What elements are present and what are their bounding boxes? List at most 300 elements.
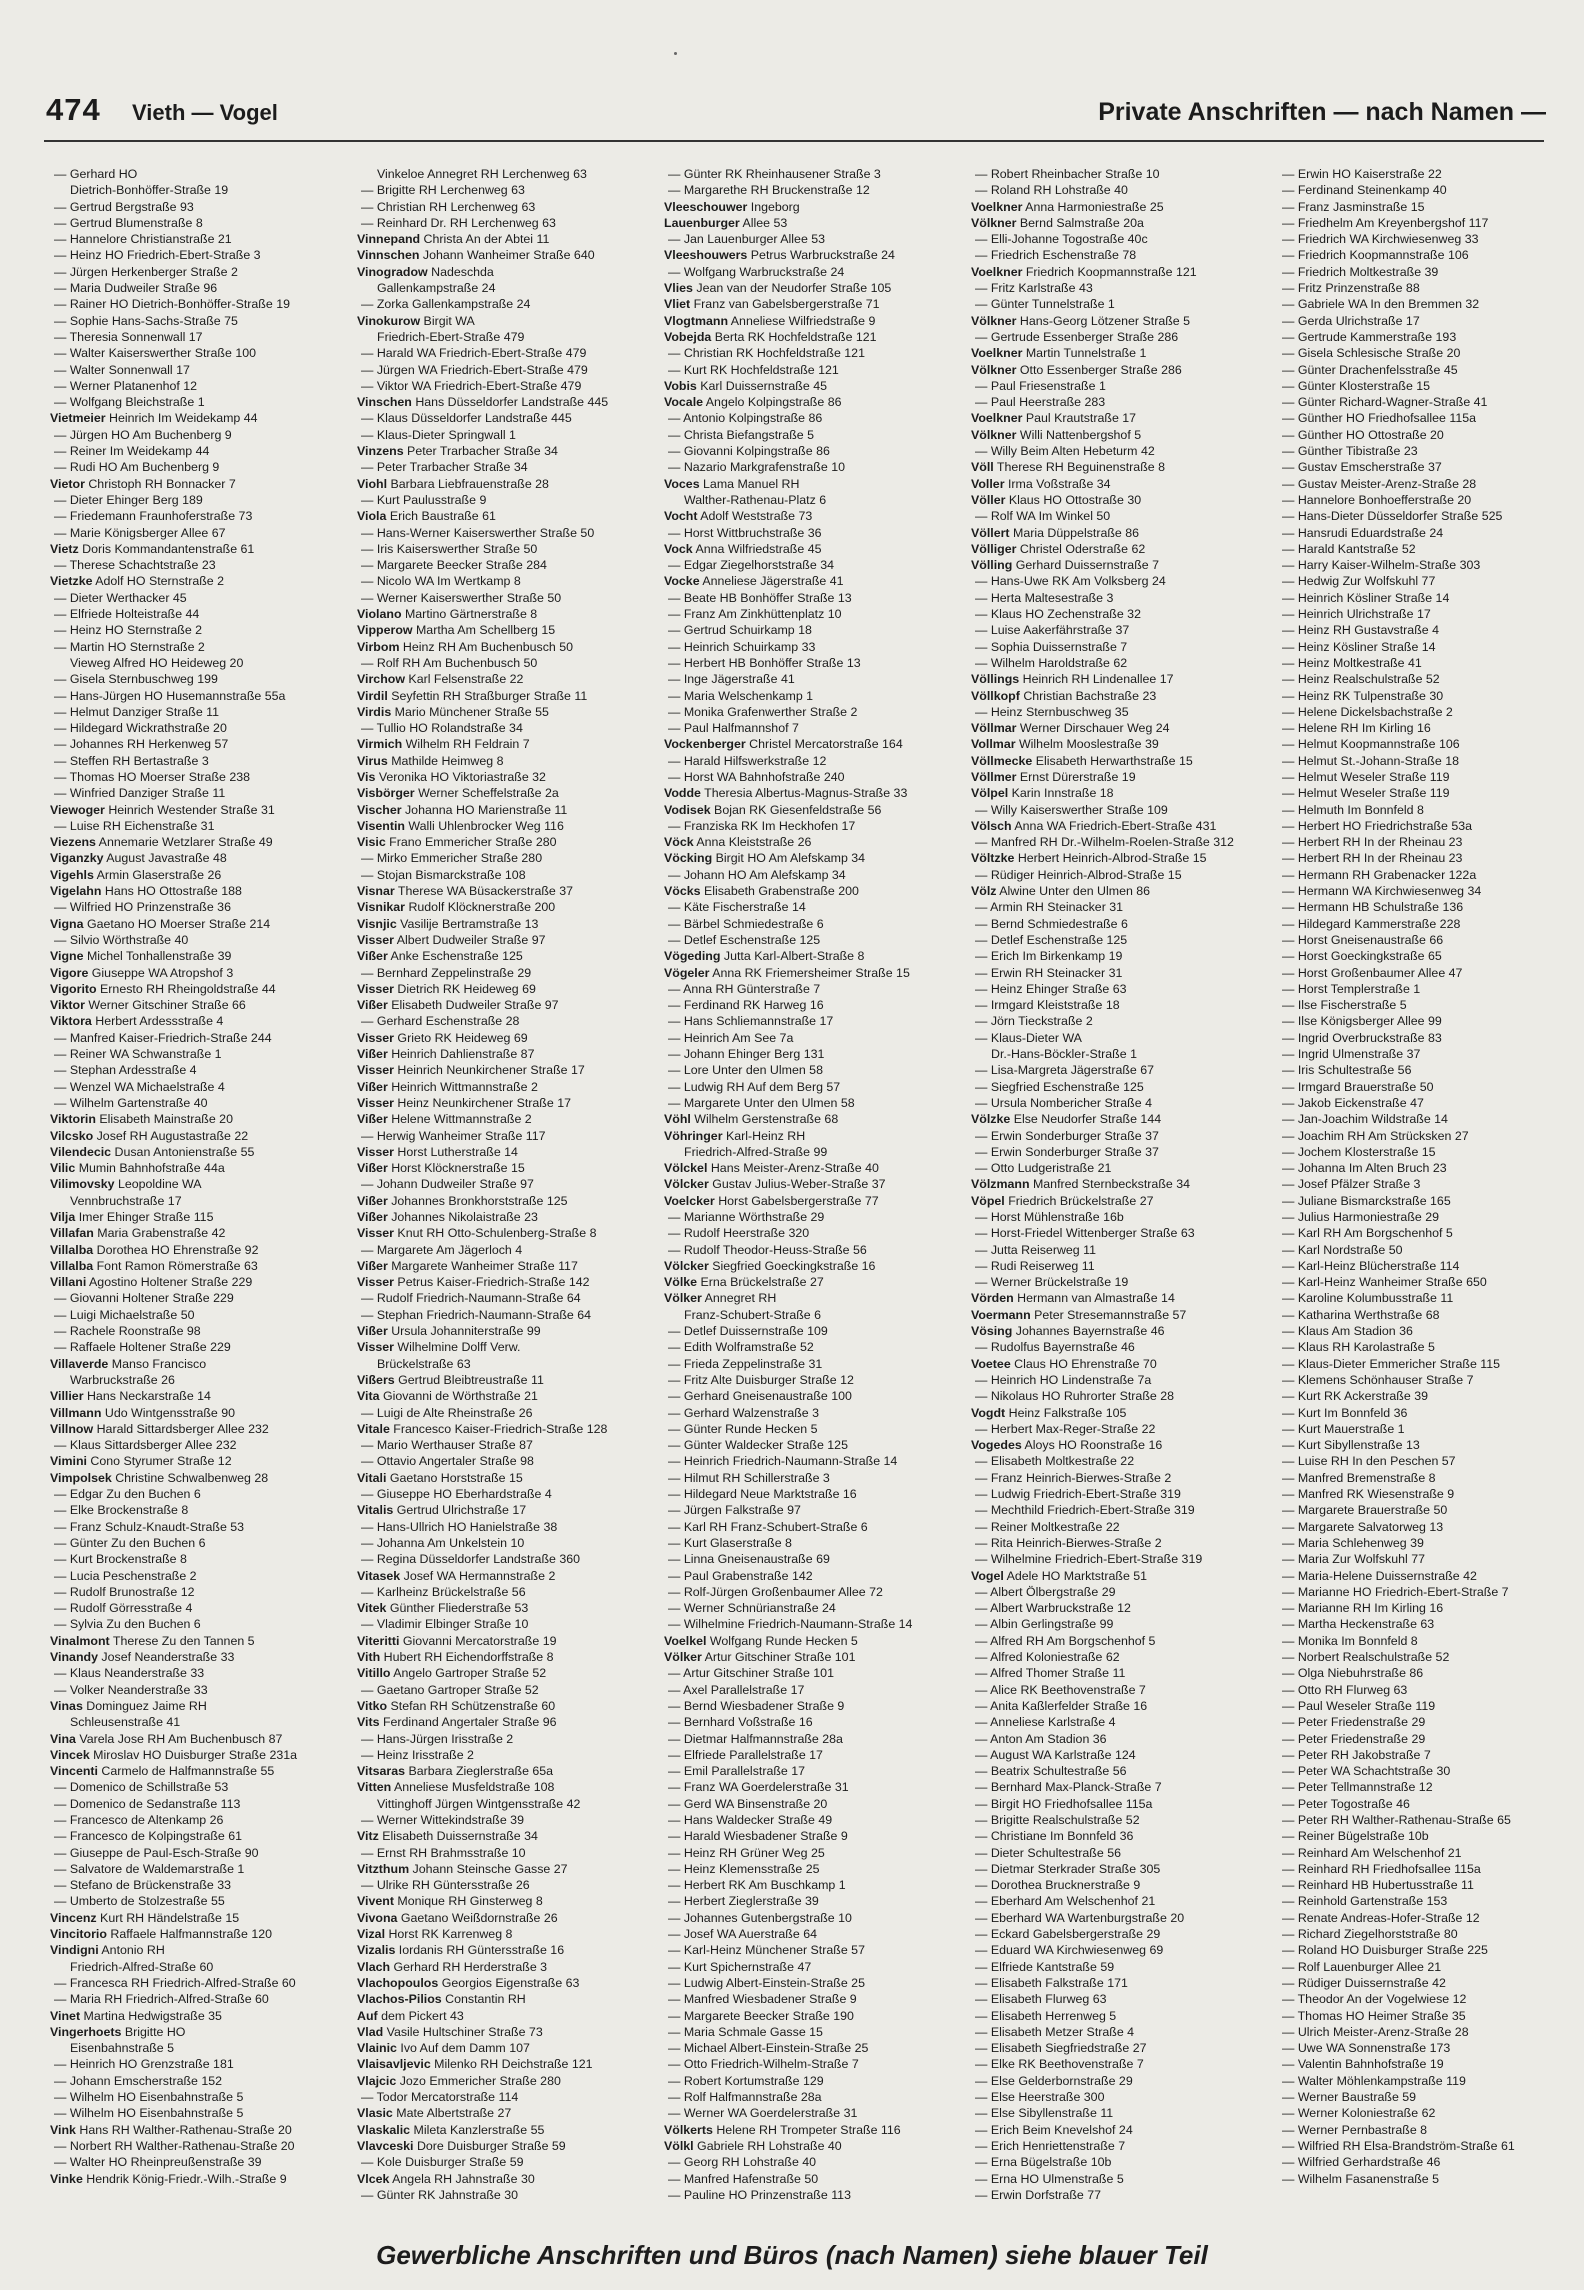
directory-entry: Vliet Franz van Gabelsbergerstraße 71 bbox=[664, 297, 880, 312]
directory-entry: — Hannelore Bonhoefferstraße 20 bbox=[1282, 492, 1472, 507]
directory-entry: Virdis Mario Münchener Straße 55 bbox=[357, 704, 549, 719]
directory-entry: — Reinhard Dr. RH Lerchenweg 63 bbox=[361, 215, 556, 230]
directory-entry: Völkl Gabriele RH Lohstraße 40 bbox=[664, 2138, 842, 2153]
directory-entry: — Gerhard Gneisenaustraße 100 bbox=[668, 1389, 852, 1404]
directory-entry: — Heinz RH Gustavstraße 4 bbox=[1282, 623, 1439, 638]
directory-entry: — Hermann HB Schulstraße 136 bbox=[1282, 900, 1464, 915]
directory-entry: — Franz Schulz-Knaudt-Straße 53 bbox=[54, 1519, 245, 1534]
directory-entry: Virus Mathilde Heimweg 8 bbox=[357, 753, 504, 768]
directory-entry: — Rolf Lauenburger Allee 21 bbox=[1282, 1959, 1442, 1974]
directory-entry: — Emil Parallelstraße 17 bbox=[668, 1764, 806, 1779]
directory-entry: — Francesca RH Friedrich-Alfred-Straße 60 bbox=[54, 1975, 296, 1990]
directory-entry: — Manfred RK Wiesenstraße 9 bbox=[1282, 1487, 1455, 1502]
directory-entry: — Mirko Emmericher Straße 280 bbox=[361, 851, 543, 866]
directory-entry: — Klaus-Dieter Springwall 1 bbox=[361, 427, 516, 442]
directory-entry: Voelkner Martin Tunnelstraße 1 bbox=[971, 346, 1147, 361]
directory-entry: Vogedes Aloys HO Roonstraße 16 bbox=[971, 1438, 1163, 1453]
directory-entry: — Luigi de Alte Rheinstraße 26 bbox=[361, 1405, 533, 1420]
directory-entry: — Todor Mercatorstraße 114 bbox=[361, 2090, 519, 2105]
directory-entry: Vöhl Wilhelm Gerstenstraße 68 bbox=[664, 1112, 839, 1127]
directory-entry: Warbruckstraße 26 bbox=[70, 1372, 175, 1387]
directory-entry: — Margarete Beecker Straße 284 bbox=[361, 558, 547, 573]
directory-entry: — Herbert RH In der Rheinau 23 bbox=[1282, 851, 1463, 866]
directory-entry: — Siegfried Eschenstraße 125 bbox=[975, 1079, 1144, 1094]
directory-entry: — Gertrude Kammerstraße 193 bbox=[1282, 329, 1457, 344]
directory-entry: Brückelstraße 63 bbox=[377, 1356, 471, 1371]
directory-entry: Friedrich-Alfred-Straße 60 bbox=[70, 1959, 214, 1974]
directory-entry: Walther-Rathenau-Platz 6 bbox=[684, 492, 827, 507]
directory-entry: Vinogradow Nadeschda bbox=[357, 264, 494, 279]
names-range: Vieth — Vogel bbox=[132, 100, 278, 125]
directory-entry: — Rudolf Friedrich-Naumann-Straße 64 bbox=[361, 1291, 581, 1306]
directory-entry: Viktora Herbert Ardessstraße 4 bbox=[50, 1014, 224, 1029]
directory-entry: — Lore Unter den Ulmen 58 bbox=[668, 1063, 823, 1078]
directory-entry: Vösing Johannes Bayernstraße 46 bbox=[971, 1324, 1165, 1339]
directory-entry: — Bernhard Voßstraße 16 bbox=[668, 1715, 813, 1730]
directory-entry: — Werner Brückelstraße 19 bbox=[975, 1275, 1129, 1290]
directory-entry: — Reiner Im Weidekamp 44 bbox=[54, 444, 210, 459]
directory-entry: — Helene Dickelsbachstraße 2 bbox=[1282, 704, 1453, 719]
directory-entry: Völler Klaus HO Ottostraße 30 bbox=[971, 492, 1142, 507]
directory-entry: Vieweg Alfred HO Heideweg 20 bbox=[70, 655, 244, 670]
directory-entry: — Paul Grabenstraße 142 bbox=[668, 1568, 813, 1583]
page-number: 474 bbox=[46, 92, 101, 127]
directory-entry: Virmich Wilhelm RH Feldrain 7 bbox=[357, 737, 530, 752]
directory-entry: — Heinrich Ulrichstraße 17 bbox=[1282, 607, 1431, 622]
directory-entry: — Klaus Düsseldorfer Landstraße 445 bbox=[361, 411, 572, 426]
directory-entry: Visser Wilhelmine Dolff Verw. bbox=[357, 1340, 521, 1355]
directory-entry: — Werner Platanenhof 12 bbox=[54, 378, 198, 393]
directory-entry: — Heinz Realschulstraße 52 bbox=[1282, 672, 1440, 687]
directory-entry: Visnikar Rudolf Klöcknerstraße 200 bbox=[357, 900, 556, 915]
directory-entry: — Nicolo WA Im Wertkamp 8 bbox=[361, 574, 521, 589]
directory-entry: — Rita Heinrich-Bierwes-Straße 2 bbox=[975, 1535, 1162, 1550]
directory-entry: Voermann Peter Stresemannstraße 57 bbox=[971, 1307, 1187, 1322]
directory-entry: — Peter Tellmannstraße 12 bbox=[1282, 1780, 1433, 1795]
directory-entry: — Gertrud Blumenstraße 8 bbox=[54, 215, 203, 230]
directory-entry: — Erwin Sonderburger Straße 37 bbox=[975, 1144, 1159, 1159]
directory-entry: — Detlef Eschenstraße 125 bbox=[668, 932, 821, 947]
directory-entry: Visser Heinrich Neunkirchener Straße 17 bbox=[357, 1063, 585, 1078]
directory-entry: — Salvatore de Waldemarstraße 1 bbox=[54, 1861, 245, 1876]
directory-entry: — Hans-Jürgen HO Husemannstraße 55a bbox=[54, 688, 286, 703]
directory-entry: — Lucia Peschenstraße 2 bbox=[54, 1568, 197, 1583]
directory-entry: — Heinz RH Grüner Weg 25 bbox=[668, 1845, 825, 1860]
directory-entry: — Zorka Gallenkampstraße 24 bbox=[361, 297, 531, 312]
directory-entry: — Wilhelm Gartenstraße 40 bbox=[54, 1095, 208, 1110]
directory-entry: — Christian RK Hochfeldstraße 121 bbox=[668, 346, 865, 361]
directory-entry: Vöcks Elisabeth Grabenstraße 200 bbox=[664, 884, 859, 899]
directory-entry: — Detlef Duissernstraße 109 bbox=[668, 1324, 828, 1339]
directory-entry: Vlavceski Dore Duisburger Straße 59 bbox=[357, 2138, 566, 2153]
directory-entry: Vinandy Josef Neanderstraße 33 bbox=[50, 1650, 235, 1665]
directory-entry: — Ilse Fischerstraße 5 bbox=[1282, 998, 1407, 1013]
directory-entry: — Werner Pernbastraße 8 bbox=[1282, 2122, 1428, 2137]
directory-entry: — Otto RH Flurweg 63 bbox=[1282, 1682, 1408, 1697]
directory-entry: — Otto Ludgeristraße 21 bbox=[975, 1161, 1112, 1176]
directory-entry: Visser Knut RH Otto-Schulenberg-Straße 8 bbox=[357, 1226, 597, 1241]
directory-entry: Vöcking Birgit HO Am Alefskamp 34 bbox=[664, 851, 866, 866]
directory-entry: — Elisabeth Moltkestraße 22 bbox=[975, 1454, 1135, 1469]
directory-entry: — Luigi Michaelstraße 50 bbox=[54, 1307, 195, 1322]
directory-entry: Villafan Maria Grabenstraße 42 bbox=[50, 1226, 226, 1241]
directory-entry: — Eberhard WA Wartenburgstraße 20 bbox=[975, 1910, 1185, 1925]
directory-entry: — Ernst RH Brahmsstraße 10 bbox=[361, 1845, 526, 1860]
directory-entry: — Erna HO Ulmenstraße 5 bbox=[975, 2171, 1124, 2186]
directory-entry: — Kurt Glaserstraße 8 bbox=[668, 1535, 792, 1550]
directory-entry: — Marianne Wörthstraße 29 bbox=[668, 1210, 825, 1224]
directory-entry: — Irmgard Kleiststraße 18 bbox=[975, 998, 1120, 1013]
directory-entry: — Jan Lauenburger Allee 53 bbox=[668, 232, 826, 247]
directory-entry: — Vladimir Elbinger Straße 10 bbox=[361, 1617, 529, 1632]
directory-entry: — Inge Jägerstraße 41 bbox=[668, 672, 795, 687]
directory-entry: — Silvio Wörthstraße 40 bbox=[54, 932, 189, 947]
directory-entry: Vockenberger Christel Mercatorstraße 164 bbox=[664, 737, 903, 752]
directory-entry: Visnar Therese WA Büsackerstraße 37 bbox=[357, 884, 574, 899]
directory-entry: — Peter Trarbacher Straße 34 bbox=[361, 460, 528, 475]
directory-entry: Villani Agostino Holtener Straße 229 bbox=[50, 1275, 253, 1290]
directory-entry: Völlert Maria Düppelstraße 86 bbox=[971, 525, 1140, 540]
directory-entry: — Domenico de Sedanstraße 113 bbox=[54, 1796, 241, 1811]
directory-entry: — Umberto de Stolzestraße 55 bbox=[54, 1894, 225, 1909]
directory-entry: Vimini Cono Styrumer Straße 12 bbox=[50, 1454, 232, 1469]
directory-entry: — Mario Werthauser Straße 87 bbox=[361, 1438, 533, 1453]
directory-entry: Vitali Gaetano Horststraße 15 bbox=[357, 1470, 523, 1485]
directory-entry: — Hans-Ullrich HO Hanielstraße 38 bbox=[361, 1519, 558, 1534]
directory-entry: — Edith Wolframstraße 52 bbox=[668, 1340, 814, 1355]
directory-entry: — Rolf Halfmannstraße 28a bbox=[668, 2090, 822, 2105]
directory-entry: — Werner Baustraße 59 bbox=[1282, 2090, 1417, 2105]
directory-entry: — Horst WA Bahnhofstraße 240 bbox=[668, 769, 845, 784]
directory-entry: — Elfriede Holteistraße 44 bbox=[54, 607, 200, 622]
directory-entry: Vincitorio Raffaele Halfmannstraße 120 bbox=[50, 1927, 272, 1942]
directory-entry: — Wilhelm Haroldstraße 62 bbox=[975, 655, 1128, 670]
directory-entry: Völtzke Herbert Heinrich-Albrod-Straße 15 bbox=[971, 851, 1207, 866]
directory-entry: Lauenburger Allee 53 bbox=[664, 215, 788, 230]
directory-entry: — Christian RH Lerchenweg 63 bbox=[361, 199, 536, 214]
directory-entry: Vinokurow Birgit WA bbox=[357, 313, 475, 328]
directory-entry: — Herbert HB Bonhöffer Straße 13 bbox=[668, 655, 861, 670]
directory-entry: — Else Heerstraße 300 bbox=[975, 2090, 1105, 2105]
directory-entry: — Luise RH In den Peschen 57 bbox=[1282, 1454, 1456, 1469]
directory-entry: — Wilhelm HO Eisenbahnstraße 5 bbox=[54, 2106, 244, 2121]
directory-entry: Viohl Barbara Liebfrauenstraße 28 bbox=[357, 476, 549, 491]
directory-entry: — Peter Friedenstraße 29 bbox=[1282, 1715, 1426, 1730]
directory-entry: — Rudi Reiserweg 11 bbox=[975, 1258, 1095, 1273]
directory-entry: — Giovanni Holtener Straße 229 bbox=[54, 1291, 234, 1306]
directory-entry: — Antonio Kolpingstraße 86 bbox=[668, 411, 823, 426]
directory-entry: Vißer Elisabeth Dudweiler Straße 97 bbox=[357, 998, 559, 1013]
directory-entry: — Peter Friedenstraße 29 bbox=[1282, 1731, 1426, 1746]
directory-entry: Völlings Heinrich RH Lindenallee 17 bbox=[971, 672, 1174, 687]
directory-entry: Viteritti Giovanni Mercatorstraße 19 bbox=[357, 1633, 557, 1648]
directory-entry: — Karlheinz Brückelstraße 56 bbox=[361, 1584, 526, 1599]
directory-entry: Vobis Karl Duissernstraße 45 bbox=[664, 378, 827, 393]
directory-entry: Vipperow Martha Am Schellberg 15 bbox=[357, 623, 556, 638]
directory-entry: Vinnschen Johann Wanheimer Straße 640 bbox=[357, 248, 595, 263]
directory-entry: — Rachele Roonstraße 98 bbox=[54, 1324, 201, 1339]
directory-entry: — Bernhard Max-Planck-Straße 7 bbox=[975, 1780, 1162, 1795]
directory-entry: — Horst Goeckingkstraße 65 bbox=[1282, 949, 1442, 964]
directory-entry: — Walter Sonnenwall 17 bbox=[54, 362, 190, 377]
directory-entry: — Reinhard Am Welschenhof 21 bbox=[1282, 1845, 1462, 1860]
directory-entry: — Wilfried Gerhardstraße 46 bbox=[1282, 2155, 1441, 2170]
directory-entry: Vinschen Hans Düsseldorfer Landstraße 445 bbox=[357, 395, 609, 410]
directory-entry: — Erich Henriettenstraße 7 bbox=[975, 2138, 1126, 2153]
directory-entry: — Edgar Zu den Buchen 6 bbox=[54, 1487, 201, 1502]
directory-entry: — Erich Beim Knevelshof 24 bbox=[975, 2122, 1133, 2137]
directory-entry: Völlmer Ernst Dürerstraße 19 bbox=[971, 769, 1136, 784]
directory-entry: Vlcek Angela RH Jahnstraße 30 bbox=[357, 2171, 535, 2186]
directory-entry: — Kurt Sibyllenstraße 13 bbox=[1282, 1438, 1420, 1453]
directory-entry: — Josef Pfälzer Straße 3 bbox=[1282, 1177, 1421, 1192]
directory-entry: — Manfred Bremenstraße 8 bbox=[1282, 1470, 1436, 1485]
directory-entry: — Edgar Ziegelhorststraße 34 bbox=[668, 558, 834, 573]
directory-entry: Voelkner Anna Harmoniestraße 25 bbox=[971, 199, 1164, 214]
directory-entry: — Jürgen Herkenberger Straße 2 bbox=[54, 264, 238, 279]
directory-entry: — Karoline Kolumbusstraße 11 bbox=[1282, 1291, 1454, 1306]
directory-entry: Vinzens Peter Trarbacher Straße 34 bbox=[357, 444, 558, 459]
directory-entry: — Lisa-Margreta Jägerstraße 67 bbox=[975, 1063, 1155, 1078]
directory-entry: — Kurt RK Ackerstraße 39 bbox=[1282, 1389, 1428, 1404]
directory-entry: — Maria Dudweiler Straße 96 bbox=[54, 281, 218, 296]
directory-entry: — Manfred Wiesbadener Straße 9 bbox=[668, 1992, 857, 2007]
directory-entry: Vincenti Carmelo de Halfmannstraße 55 bbox=[50, 1764, 275, 1779]
directory-entry: — Brigitte Realschulstraße 52 bbox=[975, 1812, 1140, 1827]
directory-entry: — Renate Andreas-Hofer-Straße 12 bbox=[1282, 1910, 1480, 1925]
directory-entry: — Erwin HO Kaiserstraße 22 bbox=[1282, 167, 1442, 181]
directory-entry: — Paul Weseler Straße 119 bbox=[1282, 1698, 1436, 1713]
directory-entry: — Johanna Am Unkelstein 10 bbox=[361, 1535, 525, 1550]
directory-entry: — Jürgen HO Am Buchenberg 9 bbox=[54, 427, 232, 442]
directory-entry: Voelkel Wolfgang Runde Hecken 5 bbox=[664, 1633, 858, 1648]
directory-entry: — Alfred RH Am Borgschenhof 5 bbox=[975, 1633, 1156, 1648]
directory-entry: Vits Ferdinand Angertaler Straße 96 bbox=[357, 1715, 557, 1730]
directory-entry: — Erich Im Birkenkamp 19 bbox=[975, 949, 1123, 964]
directory-entry: Vlainic Ivo Auf dem Damm 107 bbox=[357, 2041, 530, 2056]
directory-entry: Vingerhoets Brigitte HO bbox=[50, 2024, 186, 2039]
directory-entry: Vigne Michel Tonhallenstraße 39 bbox=[50, 949, 232, 964]
directory-entry: Vietor Christoph RH Bonnacker 7 bbox=[50, 476, 236, 491]
directory-entry: Vollmar Wilhelm Mooslestraße 39 bbox=[971, 737, 1159, 752]
directory-entry: Visic Frano Emmericher Straße 280 bbox=[357, 835, 557, 850]
directory-entry: Vlach Gerhard RH Herderstraße 3 bbox=[357, 1959, 548, 1974]
directory-entry: — Gisela Sternbuschweg 199 bbox=[54, 672, 218, 687]
directory-entry: — Valentin Bahnhofstraße 19 bbox=[1282, 2057, 1444, 2072]
directory-entry: — Elke Brockenstraße 8 bbox=[54, 1503, 189, 1518]
directory-entry: Visbörger Werner Scheffelstraße 2a bbox=[357, 786, 559, 801]
directory-entry: — Eduard WA Kirchwiesenweg 69 bbox=[975, 1943, 1164, 1958]
directory-entry: — Ulrich Meister-Arenz-Straße 28 bbox=[1282, 2024, 1469, 2039]
directory-entry: — Harald WA Friedrich-Ebert-Straße 479 bbox=[361, 346, 587, 361]
directory-entry: — Ottavio Angertaler Straße 98 bbox=[361, 1454, 534, 1469]
directory-entry: — Kurt Im Bonnfeld 36 bbox=[1282, 1405, 1408, 1420]
directory-entry: — Käte Fischerstraße 14 bbox=[668, 900, 806, 915]
directory-entry: — Karl RH Franz-Schubert-Straße 6 bbox=[668, 1519, 868, 1534]
directory-entry: — Günter Runde Hecken 5 bbox=[668, 1421, 818, 1436]
directory-entry: — Roland RH Lohstraße 40 bbox=[975, 183, 1128, 198]
directory-entry: Villalba Font Ramon Römerstraße 63 bbox=[50, 1258, 258, 1273]
directory-entry: — Stefano de Brückenstraße 33 bbox=[54, 1878, 232, 1893]
directory-entry: — Dieter Ehinger Berg 189 bbox=[54, 492, 203, 507]
directory-entry: Vigehls Armin Glaserstraße 26 bbox=[50, 867, 222, 882]
directory-entry: — Horst Templerstraße 1 bbox=[1282, 981, 1421, 996]
directory-entry: — Hildegard Kammerstraße 228 bbox=[1282, 916, 1461, 931]
directory-entry: Vilendecic Dusan Antonienstraße 55 bbox=[50, 1144, 255, 1159]
directory-entry: — Else Sibyllenstraße 11 bbox=[975, 2106, 1114, 2121]
directory-entry: — Harald Hilfswerkstraße 12 bbox=[668, 753, 827, 768]
directory-entry: Villalba Dorothea HO Ehrenstraße 92 bbox=[50, 1242, 259, 1257]
directory-entry: Vinkeloe Annegret RH Lerchenweg 63 bbox=[377, 167, 587, 181]
directory-entry: — Elfriede Kantstraße 59 bbox=[975, 1959, 1115, 1974]
directory-entry: — Peter Togostraße 46 bbox=[1282, 1796, 1410, 1811]
directory-entry: — Karl RH Am Borgschenhof 5 bbox=[1282, 1226, 1453, 1241]
directory-entry: — Ilse Königsberger Allee 99 bbox=[1282, 1014, 1442, 1029]
column-1 bbox=[50, 166, 340, 2221]
directory-entry: — Reinhard HB Hubertusstraße 11 bbox=[1282, 1878, 1474, 1893]
directory-entry: Vittinghoff Jürgen Wintgensstraße 42 bbox=[377, 1796, 581, 1811]
directory-entry: — Artur Gitschiner Straße 101 bbox=[668, 1666, 834, 1681]
directory-entry: — Roland HO Duisburger Straße 225 bbox=[1282, 1943, 1488, 1958]
directory-entry: Visser Dietrich RK Heideweg 69 bbox=[357, 981, 536, 996]
directory-entry: — Peter WA Schachtstraße 30 bbox=[1282, 1764, 1451, 1779]
directory-entry: Vlajcic Jozo Emmericher Straße 280 bbox=[357, 2073, 561, 2088]
directory-entry: — Nikolaus HO Ruhrorter Straße 28 bbox=[975, 1389, 1175, 1404]
column-5 bbox=[1278, 166, 1568, 2221]
directory-entry: — Herta Maltesestraße 3 bbox=[975, 590, 1114, 605]
directory-entry: Völz Alwine Unter den Ulmen 86 bbox=[971, 884, 1151, 899]
directory-entry: Vißer Helene Wittmannstraße 2 bbox=[357, 1112, 532, 1127]
directory-entry: — Martha Heckenstraße 63 bbox=[1282, 1617, 1435, 1632]
directory-entry: — Jochem Klosterstraße 15 bbox=[1282, 1144, 1436, 1159]
directory-entry: — Josef WA Auerstraße 64 bbox=[668, 1927, 817, 1942]
directory-entry: — Albin Gerlingstraße 99 bbox=[975, 1617, 1114, 1632]
directory-entry: Vilcsko Josef RH Augustastraße 22 bbox=[50, 1128, 249, 1143]
directory-entry: — Walter HO Rheinpreußenstraße 39 bbox=[54, 2155, 262, 2170]
directory-entry: Völcker Siegfried Goeckingkstraße 16 bbox=[664, 1258, 876, 1273]
directory-entry: — Johannes Gutenbergstraße 10 bbox=[668, 1910, 852, 1925]
directory-entry: — Johanna Im Alten Bruch 23 bbox=[1282, 1161, 1447, 1176]
directory-entry: — Heinz RK Tulpenstraße 30 bbox=[1282, 688, 1444, 703]
directory-entry: — Jürgen WA Friedrich-Ebert-Straße 479 bbox=[361, 362, 588, 377]
column-4 bbox=[971, 166, 1261, 2221]
directory-entry: — Hans Schliemannstraße 17 bbox=[668, 1014, 834, 1029]
directory-entry: — Else Gelderbornstraße 29 bbox=[975, 2073, 1133, 2088]
directory-entry: Vocht Adolf Weststraße 73 bbox=[664, 509, 813, 524]
directory-entry: — Joachim RH Am Strücksken 27 bbox=[1282, 1128, 1469, 1143]
directory-entry: — Heinz Ehinger Straße 63 bbox=[975, 981, 1127, 996]
directory-entry: Völkner Willi Nattenbergshof 5 bbox=[971, 427, 1142, 442]
directory-entry: — Kurt Paulusstraße 9 bbox=[361, 492, 487, 507]
directory-entry: — Heinrich Schuirkamp 33 bbox=[668, 639, 816, 654]
directory-entry: — Bernd Schmiedestraße 6 bbox=[975, 916, 1128, 931]
directory-entry: — Herbert RH In der Rheinau 23 bbox=[1282, 835, 1463, 850]
directory-entry: Vlaisavljevic Milenko RH Deichstraße 121 bbox=[357, 2057, 593, 2072]
directory-entry: — Ludwig RH Auf dem Berg 57 bbox=[668, 1079, 841, 1094]
directory-entry: Völzke Else Neudorfer Straße 144 bbox=[971, 1112, 1162, 1127]
directory-entry: — Margarete Unter den Ulmen 58 bbox=[668, 1095, 855, 1110]
directory-entry: Visser Albert Dudweiler Straße 97 bbox=[357, 932, 546, 947]
directory-entry: — Dieter Werthacker 45 bbox=[54, 590, 187, 605]
directory-entry: — Wilhelmine Friedrich-Ebert-Straße 319 bbox=[975, 1552, 1203, 1567]
directory-entry: Villaverde Manso Francisco bbox=[50, 1356, 207, 1371]
directory-entry: Vinalmont Therese Zu den Tannen 5 bbox=[50, 1633, 255, 1648]
directory-entry: Vischer Johanna HO Marienstraße 11 bbox=[357, 802, 568, 817]
directory-entry: — Werner Koloniestraße 62 bbox=[1282, 2106, 1436, 2121]
directory-entry: — Helmut Danziger Straße 11 bbox=[54, 704, 220, 719]
directory-entry: Vißer Horst Klöcknerstraße 15 bbox=[357, 1161, 525, 1176]
page-header bbox=[46, 92, 1546, 132]
directory-entry: — Robert Rheinbacher Straße 10 bbox=[975, 167, 1160, 181]
directory-entry: — Herbert RK Am Buschkamp 1 bbox=[668, 1878, 846, 1893]
directory-entry: Eisenbahnstraße 5 bbox=[70, 2041, 175, 2056]
directory-entry: Vocke Anneliese Jägerstraße 41 bbox=[664, 574, 844, 589]
directory-entry: — Uwe WA Sonnenstraße 173 bbox=[1282, 2041, 1451, 2056]
directory-entry: Visnjic Vasilije Bertramstraße 13 bbox=[357, 916, 539, 931]
directory-entry: — Günter Drachenfelsstraße 45 bbox=[1282, 362, 1458, 377]
directory-entry: — Rudolf Theodor-Heuss-Straße 56 bbox=[668, 1242, 867, 1257]
directory-entry: — Hannelore Christianstraße 21 bbox=[54, 232, 232, 247]
directory-entry: — Rüdiger Duissernstraße 42 bbox=[1282, 1975, 1446, 1990]
directory-entry: — Jan-Joachim Wildstraße 14 bbox=[1282, 1112, 1448, 1127]
directory-entry: Vitasek Josef WA Hermannstraße 2 bbox=[357, 1568, 556, 1583]
directory-entry: — Ferdinand Steinenkamp 40 bbox=[1282, 183, 1447, 198]
directory-entry: — Günther HO Ottostraße 20 bbox=[1282, 427, 1444, 442]
directory-entry: — Johann Ehinger Berg 131 bbox=[668, 1047, 825, 1062]
directory-entry: — Elli-Johanne Togostraße 40c bbox=[975, 232, 1148, 247]
directory-entry: — Volker Neanderstraße 33 bbox=[54, 1682, 208, 1697]
directory-entry: — Manfred Hafenstraße 50 bbox=[668, 2171, 819, 2186]
directory-entry: — Norbert RH Walther-Rathenau-Straße 20 bbox=[54, 2138, 295, 2153]
directory-entry: Vißer Heinrich Wittmannstraße 2 bbox=[357, 1079, 538, 1094]
directory-entry: — Horst Mühlenstraße 16b bbox=[975, 1210, 1124, 1224]
directory-entry: — Maria Welschenkamp 1 bbox=[668, 688, 814, 703]
directory-entry: — Jürgen Falkstraße 97 bbox=[668, 1503, 801, 1518]
directory-entry: — Theodor An der Vogelwiese 12 bbox=[1282, 1992, 1467, 2007]
directory-entry: — Raffaele Holtener Straße 229 bbox=[54, 1340, 231, 1355]
directory-entry: — Mechthild Friedrich-Ebert-Straße 319 bbox=[975, 1503, 1195, 1518]
directory-entry: Vleeshouwers Petrus Warbruckstraße 24 bbox=[664, 248, 895, 263]
directory-entry: Vißer Johannes Bronkhorststraße 125 bbox=[357, 1193, 568, 1208]
directory-entry: — Erwin RH Steinacker 31 bbox=[975, 965, 1123, 980]
directory-entry: — Hansrudi Eduardstraße 24 bbox=[1282, 525, 1444, 540]
directory-entry: — Karl Nordstraße 50 bbox=[1282, 1242, 1403, 1257]
directory-entry: Vindigni Antonio RH bbox=[50, 1943, 165, 1958]
directory-entry: — Rolf RH Am Buchenbusch 50 bbox=[361, 655, 538, 670]
directory-entry: Völsch Anna WA Friedrich-Ebert-Straße 431 bbox=[971, 818, 1217, 833]
directory-entry: Vitale Francesco Kaiser-Friedrich-Straße 128 bbox=[357, 1421, 608, 1436]
directory-entry: Vitalis Gertrud Ulrichstraße 17 bbox=[357, 1503, 527, 1518]
directory-entry: Völzmann Manfred Sternbeckstraße 34 bbox=[971, 1177, 1190, 1192]
directory-entry: — Peter RH Walther-Rathenau-Straße 65 bbox=[1282, 1812, 1511, 1827]
directory-entry: — Giovanni Kolpingstraße 86 bbox=[668, 444, 830, 459]
directory-entry: — Erwin Dorfstraße 77 bbox=[975, 2187, 1102, 2202]
directory-entry: — Walter Möhlenkampstraße 119 bbox=[1282, 2073, 1466, 2088]
directory-entry: — Gustav Emscherstraße 37 bbox=[1282, 460, 1442, 475]
directory-entry: — Margarete Am Jägerloch 4 bbox=[361, 1242, 523, 1257]
directory-entry: Vinas Dominguez Jaime RH bbox=[50, 1698, 207, 1713]
directory-entry: Vietzke Adolf HO Sternstraße 2 bbox=[50, 574, 225, 589]
directory-entry: — Giuseppe HO Eberhardstraße 4 bbox=[361, 1487, 552, 1502]
directory-entry: — Irmgard Brauerstraße 50 bbox=[1282, 1079, 1434, 1094]
directory-entry: Vlachopoulos Georgios Eigenstraße 63 bbox=[357, 1975, 580, 1990]
directory-entry: Gallenkampstraße 24 bbox=[377, 281, 496, 296]
directory-entry: — Anita Kaßlerfelder Straße 16 bbox=[975, 1698, 1148, 1713]
directory-entry: — Steffen RH Bertastraße 3 bbox=[54, 753, 209, 768]
directory-entry: Vögeding Jutta Karl-Albert-Straße 8 bbox=[664, 949, 865, 964]
directory-entry: — Viktor WA Friedrich-Ebert-Straße 479 bbox=[361, 378, 582, 393]
directory-entry: — Günter Tunnelstraße 1 bbox=[975, 297, 1115, 312]
